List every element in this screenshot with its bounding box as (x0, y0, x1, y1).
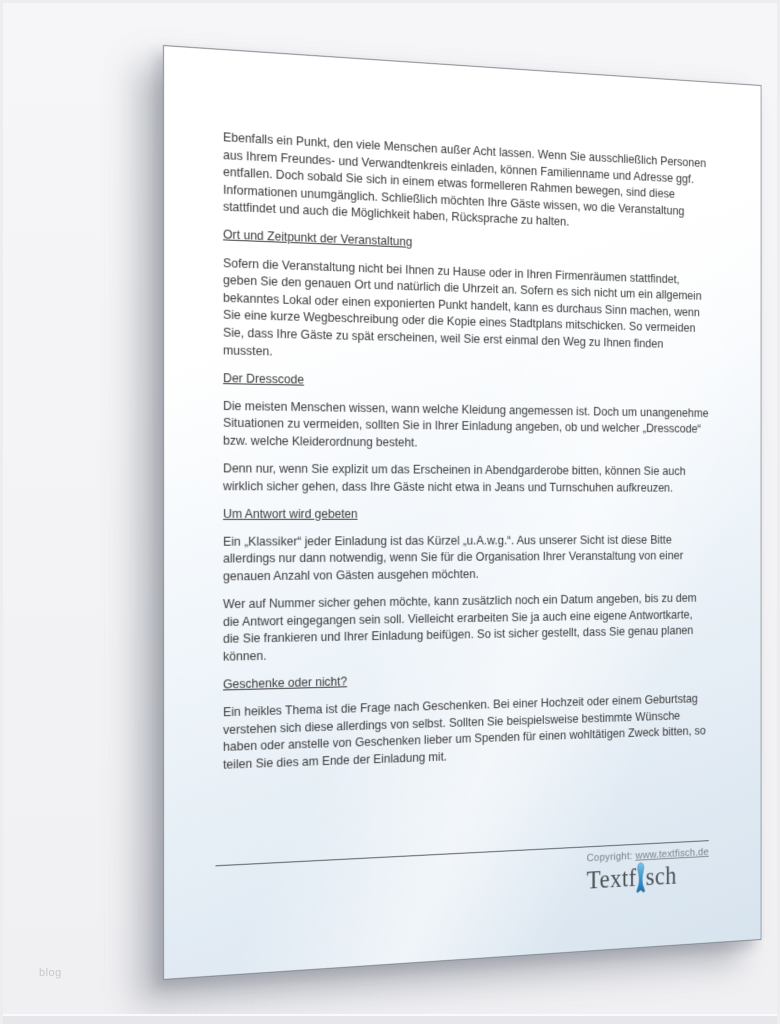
section-heading-dresscode: Der Dresscode (223, 369, 304, 387)
document-page (163, 45, 761, 980)
paragraph: Wer auf Nummer sicher gehen möchte, kann zusätzlich noch ein Datum angeben, bis zu dem die Antwort eingegangen sein soll. Vielleicht erarbeiten Sie ja auch eine eigene Antwortkarte, die Sie frankieren und Ihrer Einladung beifügen. So ist sicher gestellt, dass Sie genau planen können. (223, 590, 697, 664)
section-heading-ort-zeitpunkt: Ort und Zeitpunkt der Veranstaltung (223, 226, 413, 250)
paragraph: Ein „Klassiker“ jeder Einladung ist das Kürzel „u.A.w.g.“. Aus unserer Sicht ist diese Bitte allerdings nur dann notwendig, wenn Sie für die Organisation Ihrer Veranstaltung von einer genauen Anzahl von Gästen ausgehen möchten. (223, 532, 684, 584)
logo-text-prefix: Textf (586, 863, 637, 895)
document-footer (215, 840, 708, 923)
section-heading-geschenke: Geschenke oder nicht? (223, 673, 348, 692)
paragraph: Denn nur, wenn Sie explizit um das Erscheinen in Abendgarderobe bitten, können Sie auch wirklich sicher gehen, dass Ihre Gäste nicht etwa in Jeans und Turnschuhen aufkreuzen. (223, 460, 686, 495)
textfisch-logo (587, 859, 709, 901)
copyright-label: Copyright: (586, 850, 636, 865)
bottom-frame-bar (3, 1014, 777, 1024)
paragraph: Die meisten Menschen wissen, wann welche Kleidung angemessen ist. Doch um unangenehme Situationen zu vermeiden, sollten Sie in Ihrer Einladung angeben, ob und welcher „Dresscode“ bzw. welche Kleiderordnung besteht. (223, 397, 709, 450)
paragraph-intro: Ebenfalls ein Punkt, den viele Menschen außer Acht lassen. Wenn Sie ausschließlich Personen aus Ihrem Freundes- und Verwandtenkreis einladen, können Familienname und Adresse ggf. entfallen. Doch sobald Sie sich in einem etwas formelleren Rahmen bewegen, sind diese Informationen unumgänglich. Schließlich möchten Ihre Gäste wissen, wo die Veranstaltung stattfindet und auch die Möglichkeit haben, Rücksprache zu halten. (223, 129, 707, 229)
document-content (223, 128, 709, 783)
paragraph: Ein heikles Thema ist die Frage nach Geschenken. Bei einer Hochzeit oder einem Geburtstag verstehen sich diese allerdings von selbst. Sollten Sie beispielsweise bestimmte Wünsche haben oder anstelle von Geschenken lieber um Spenden für einen wohltätigen Zweck bitten, so teilen Sie dies am Ende der Einladung mit. (223, 691, 706, 772)
copyright-link[interactable]: www.textfisch.de (635, 846, 709, 862)
paragraph: Sofern die Veranstaltung nicht bei Ihnen zu Hause oder in Ihren Firmenräumen stattfindet, geben Sie den genauen Ort und natürlich die Uhrzeit an. Sofern es sich nicht um ein allgemein bekanntes Lokal oder einen exponierten Punkt handelt, kann es durchaus Sinn machen, wenn Sie eine kurze Wegbeschreibung oder die Kopie eines Stadtplans mitschicken. So vermeiden Sie, dass Ihre Gäste zu spät erscheinen, weil Sie erst einmal den Weg zu Ihnen finden mussten. (223, 254, 702, 358)
section-heading-antwort: Um Antwort wird gebeten (223, 505, 358, 521)
blog-watermark: blog (39, 967, 62, 979)
logo-text-suffix: sch (645, 861, 677, 891)
footer-brand-block (587, 847, 709, 901)
